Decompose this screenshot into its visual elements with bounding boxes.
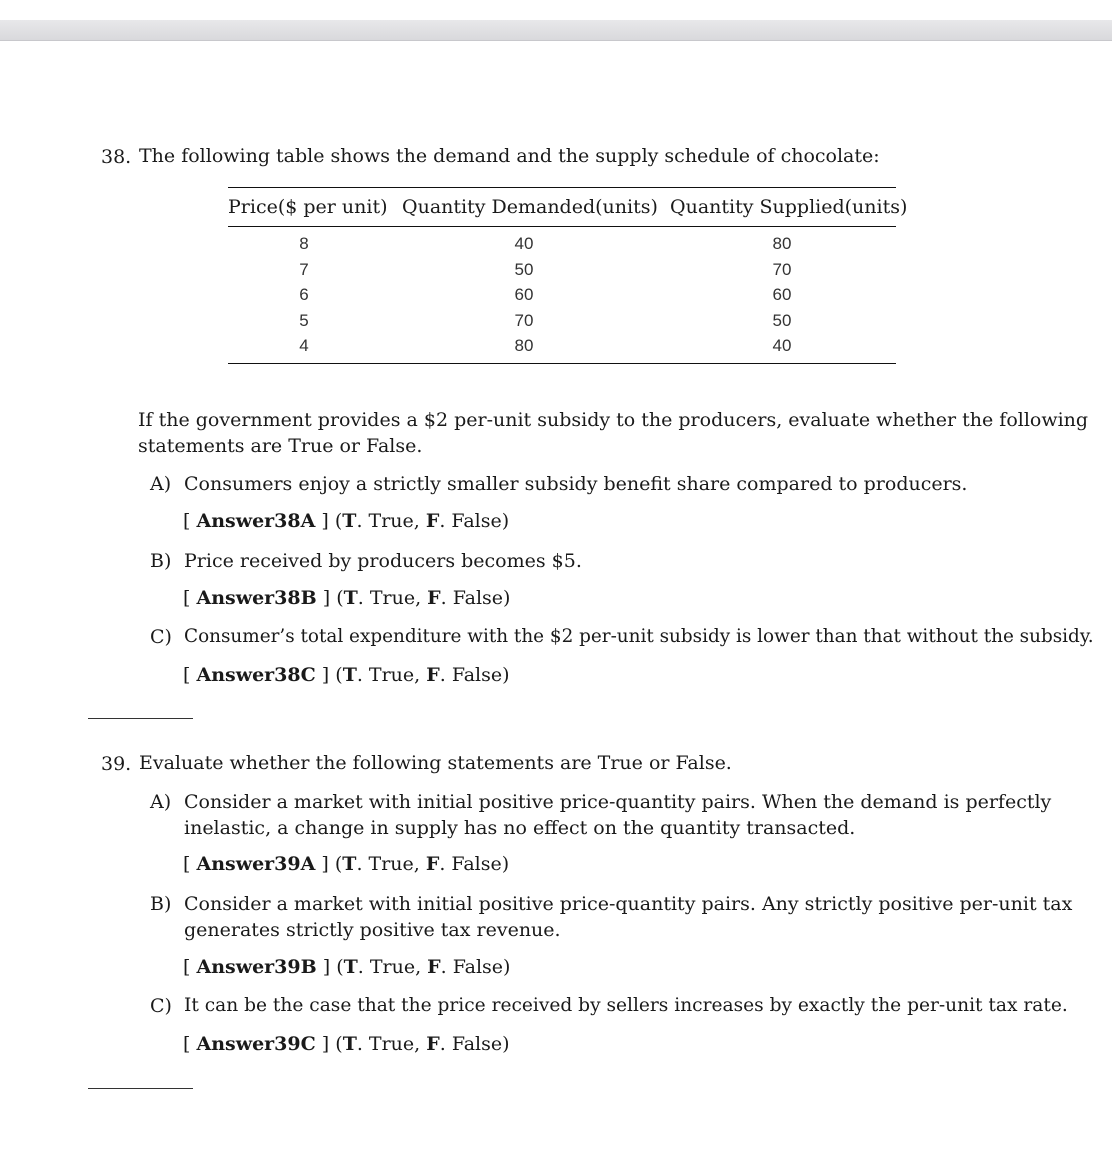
table-cell: 80 [772, 234, 792, 253]
item-text-line-1: Consider a market with initial positive price-quantity pairs. Any strictly positive per-unit tax [184, 893, 1073, 915]
table-cell: 50 [772, 311, 792, 330]
item-text-line-1: Consider a market with initial positive price-quantity pairs. When the demand is perfectly [184, 791, 1052, 813]
item-label: B) [150, 893, 172, 915]
table-cell: 4 [299, 336, 309, 355]
item-text: Consumer’s total expenditure with the $2 per-unit subsidy is lower than that without the subsidy. [184, 626, 1094, 647]
item-label: A) [150, 791, 172, 813]
table-header-supplied: Quantity Supplied(units) [670, 196, 908, 218]
table-cell: 40 [772, 336, 792, 355]
item-text-line-2: inelastic, a change in supply has no effect on the quantity transacted. [184, 817, 856, 839]
answer-blank-39b[interactable]: [ Answer39B ] (T. True, F. False) [183, 956, 511, 978]
table-cell: 60 [514, 285, 534, 304]
question-38-prompt-line-1: If the government provides a $2 per-unit subsidy to the producers, evaluate whether the following [138, 409, 1089, 431]
question-39-number: 39. [101, 753, 132, 775]
table-cell: 7 [299, 260, 309, 279]
table-cell: 6 [299, 285, 309, 304]
question-38-number: 38. [101, 146, 132, 168]
table-header-rule [228, 226, 896, 227]
item-text: Consumers enjoy a strictly smaller subsidy benefit share compared to producers. [184, 473, 968, 495]
answer-blank-39a[interactable]: [ Answer39A ] (T. True, F. False) [183, 853, 510, 875]
table-header-demanded: Quantity Demanded(units) [402, 196, 658, 218]
table-cell: 60 [772, 285, 792, 304]
item-label: C) [150, 995, 172, 1017]
table-header-price: Price($ per unit) [228, 196, 388, 218]
item-label: B) [150, 550, 172, 572]
table-top-rule [228, 187, 896, 188]
table-cell: 70 [514, 311, 534, 330]
item-text-line-2: generates strictly positive tax revenue. [184, 919, 561, 941]
item-text: Price received by producers becomes $5. [184, 550, 582, 572]
question-38-intro: The following table shows the demand and the supply schedule of chocolate: [139, 145, 880, 167]
table-cell: 5 [299, 311, 309, 330]
table-cell: 8 [299, 234, 309, 253]
viewer-top-bar [0, 20, 1112, 41]
section-divider [88, 1088, 193, 1089]
question-38-prompt-line-2: statements are True or False. [138, 435, 423, 457]
section-divider [88, 718, 193, 719]
question-39-intro: Evaluate whether the following statements are True or False. [139, 752, 732, 774]
item-text: It can be the case that the price received by sellers increases by exactly the per-unit tax rate. [184, 995, 1068, 1016]
table-cell: 40 [514, 234, 534, 253]
item-label: C) [150, 626, 172, 648]
answer-blank-39c[interactable]: [ Answer39C ] (T. True, F. False) [183, 1033, 510, 1055]
answer-blank-38a[interactable]: [ Answer38A ] (T. True, F. False) [183, 510, 510, 532]
table-cell: 80 [514, 336, 534, 355]
item-label: A) [150, 473, 172, 495]
table-cell: 50 [514, 260, 534, 279]
table-bottom-rule [228, 363, 896, 364]
answer-blank-38b[interactable]: [ Answer38B ] (T. True, F. False) [183, 587, 511, 609]
table-cell: 70 [772, 260, 792, 279]
answer-blank-38c[interactable]: [ Answer38C ] (T. True, F. False) [183, 664, 510, 686]
